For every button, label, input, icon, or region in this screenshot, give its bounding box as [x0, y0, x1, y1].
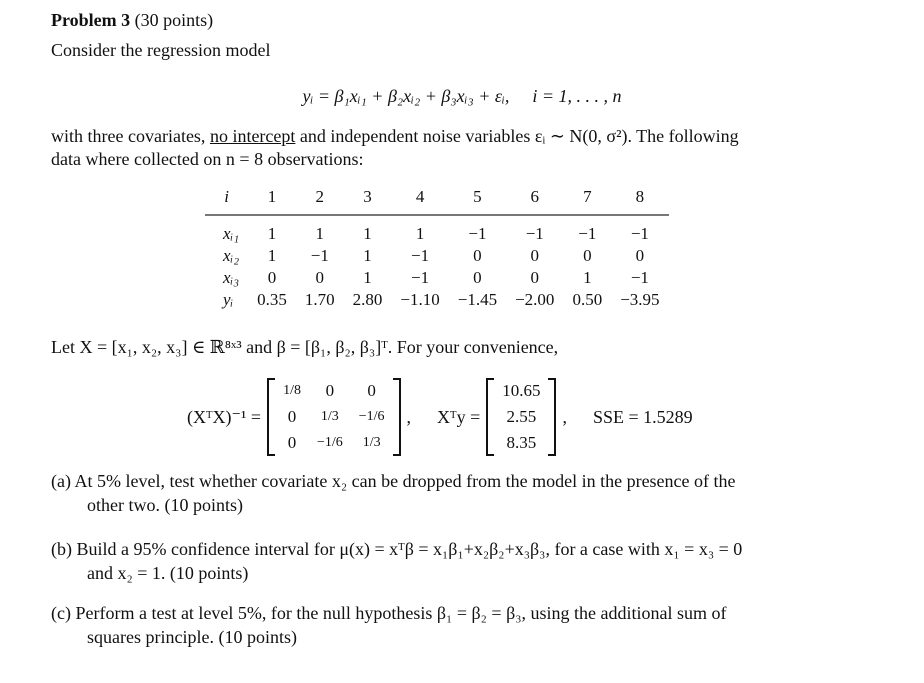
table-row	[205, 267, 669, 289]
question-b-line-1: (b) Build a 95% confidence interval for μ(x) = xᵀβ = x₁β₁+x₂β₂+x₃β₃, for a case with x₁ = x₃ = 0	[51, 539, 743, 559]
column-header: 4	[415, 187, 425, 206]
table-cell: 1	[363, 268, 372, 287]
xty-vector	[486, 378, 556, 456]
table-cell: −3.95	[620, 290, 660, 309]
row-label: xᵢ₁	[223, 224, 240, 243]
question-a-line-1: (a) At 5% level, test whether covariate x₂ can be dropped from the model in the presence of the	[51, 471, 736, 491]
table-cell: 0.50	[572, 290, 603, 309]
table-cell: −1	[310, 246, 329, 265]
table-cell: 1	[583, 268, 592, 287]
table-cell: −1	[630, 224, 649, 243]
table-cell: 0	[267, 268, 277, 287]
table-cell: 1	[363, 246, 372, 265]
table-cell: −1.10	[400, 290, 440, 309]
column-header: 1	[267, 187, 277, 206]
matrix-entry: 0	[325, 381, 335, 400]
table-cell: −1	[630, 268, 649, 287]
table-row	[205, 289, 669, 311]
table-cell: 1	[315, 224, 325, 243]
question-a-line-2: other two. (10 points)	[87, 495, 243, 515]
table-cell: 1.70	[304, 290, 335, 309]
text-segment: with three covariates,	[51, 126, 210, 146]
problem-heading	[51, 10, 213, 31]
sse-value: SSE = 1.5289	[592, 406, 693, 427]
column-header-i: i	[224, 187, 229, 206]
observations-table	[205, 186, 669, 311]
no-intercept-underlined: no intercept	[209, 126, 296, 146]
table-cell: 0	[530, 246, 540, 265]
matrix-entry: 1/3	[362, 435, 381, 450]
description-line-1	[51, 126, 739, 147]
table-cell: 0	[635, 246, 645, 265]
column-header: 6	[530, 187, 540, 206]
question-c-line-1: (c) Perform a test at level 5%, for the null hypothesis β₁ = β₂ = β₃, using the additional sum of	[51, 603, 727, 623]
model-index: i = 1, . . . , n	[532, 86, 622, 106]
column-header: 8	[635, 187, 645, 206]
table-cell: 0	[583, 246, 592, 265]
column-header: 7	[583, 187, 592, 206]
comma: ,	[562, 406, 567, 427]
table-cell: 0	[315, 268, 325, 287]
row-label: yᵢ	[223, 290, 234, 309]
question-c-line-2: squares principle. (10 points)	[87, 627, 297, 647]
given-quantities	[187, 378, 693, 456]
table-cell: 0	[473, 268, 482, 287]
matrix-entry: −1/6	[358, 409, 385, 424]
column-header: 2	[315, 187, 325, 206]
table-cell: 2.80	[352, 290, 383, 309]
text-segment: and independent noise variables εᵢ ∼ N(0, σ²). The following	[295, 126, 739, 146]
xtx-inverse-matrix	[267, 378, 400, 456]
row-label: xᵢ₂	[223, 246, 240, 265]
matrix-entry: 1/3	[320, 409, 339, 424]
table-cell: −1	[411, 268, 430, 287]
matrix-entry: 10.65	[502, 381, 541, 400]
table-cell: −1	[525, 224, 544, 243]
question-b	[51, 537, 742, 585]
table-cell: −1	[578, 224, 597, 243]
table-cell: −1	[468, 224, 487, 243]
column-header: 5	[473, 187, 482, 206]
table-cell: −2.00	[515, 290, 555, 309]
intro-text: Consider the regression model	[51, 40, 271, 60]
matrix-entry: 2.55	[506, 407, 537, 426]
table-cell: 0	[473, 246, 482, 265]
table-row	[205, 215, 669, 245]
table-cell: 0.35	[257, 290, 287, 309]
matrix-entry: 1/8	[283, 383, 301, 398]
column-header: 3	[363, 187, 372, 206]
table-cell: 0	[530, 268, 540, 287]
matrix-entry: 0	[367, 381, 376, 400]
question-b-line-2: and x₂ = 1. (10 points)	[87, 563, 249, 583]
xty-label: Xᵀy =	[437, 406, 481, 427]
table-cell: 1	[415, 224, 425, 243]
model-equation	[0, 86, 924, 107]
matrix-entry: 0	[287, 433, 297, 452]
comma: ,	[406, 406, 412, 427]
matrix-entry: 0	[287, 407, 297, 426]
table-cell: −1.45	[457, 290, 498, 309]
problem-number: Problem 3	[51, 10, 131, 30]
matrix-entry: −1/6	[316, 435, 343, 450]
description-line-2: data where collected on n = 8 observations:	[51, 149, 364, 169]
table-cell: 1	[363, 224, 372, 243]
question-a	[51, 469, 736, 517]
matrix-entry: 8.35	[506, 433, 537, 452]
row-label: xᵢ₃	[223, 268, 240, 287]
problem-points: (30 points)	[130, 10, 214, 30]
let-statement: Let X = [x₁, x₂, x₃] ∈ ℝ⁸ˣ³ and β = [β₁, β₂, β₃]ᵀ. For your convenience,	[51, 337, 559, 357]
table-cell: 1	[267, 224, 277, 243]
table-cell: 1	[267, 246, 277, 265]
table-row	[205, 245, 669, 267]
table-cell: −1	[411, 246, 430, 265]
question-c	[51, 601, 726, 649]
model-formula: yᵢ = β₁xᵢ₁ + β₂xᵢ₂ + β₃xᵢ₃ + εᵢ,	[302, 86, 510, 106]
xtx-inverse-label: (XᵀX)⁻¹ =	[187, 406, 262, 427]
